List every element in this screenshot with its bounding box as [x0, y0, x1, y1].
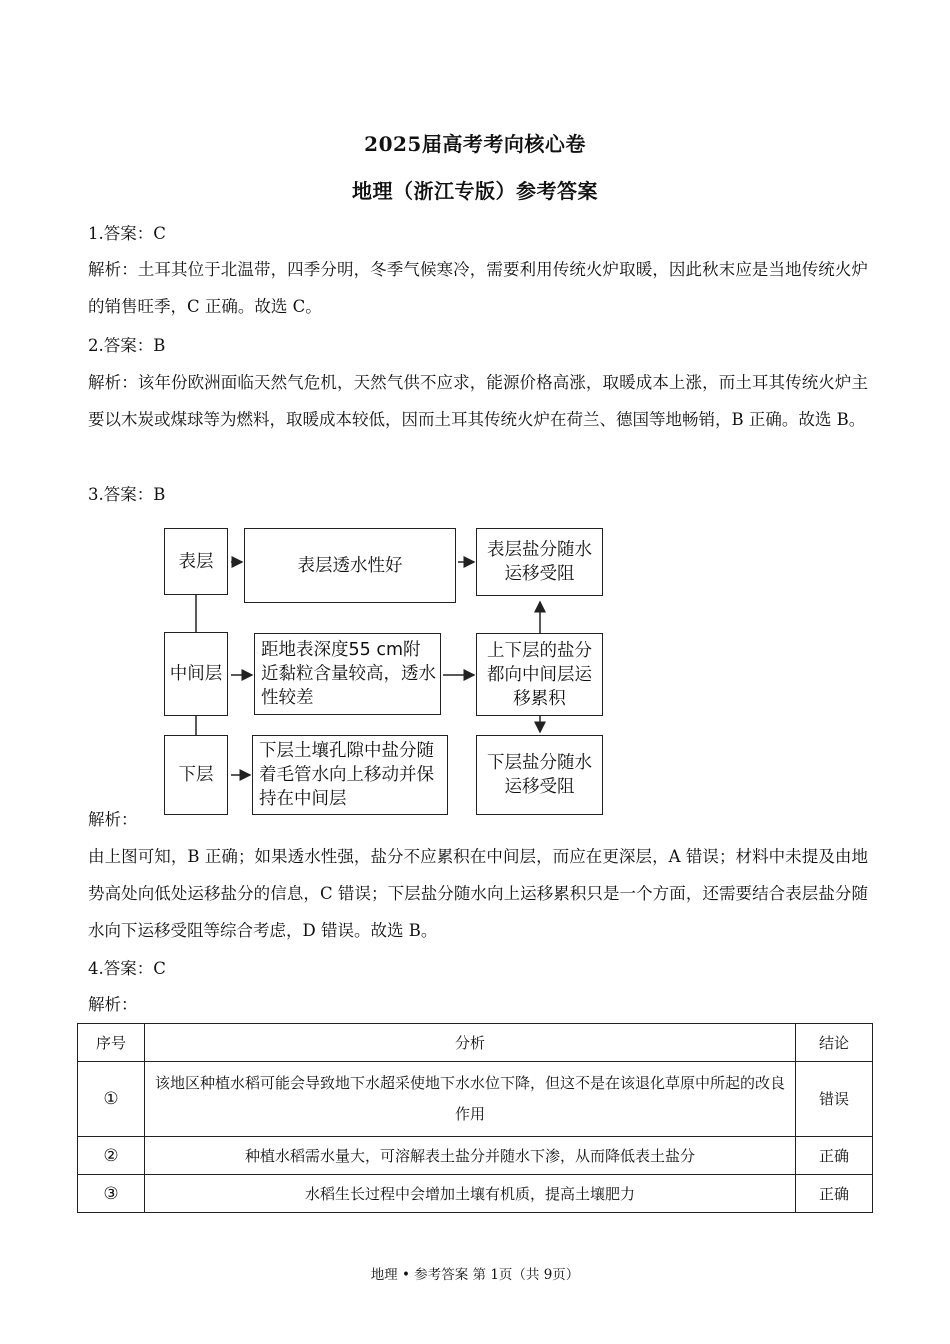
- q2-analysis: 解析：该年份欧洲面临天然气危机，天然气供不应求，能源价格高涨，取暖成本上涨，而土耳其传统火炉主要以木炭或煤球等为燃料，取暖成本较低，因而土耳其传统火炉在荷兰、德国等地畅销，B 正确。故选 B。: [88, 373, 868, 429]
- page-title: 2025届高考考向核心卷: [364, 132, 586, 156]
- q1-analysis: 解析：土耳其位于北温带，四季分明，冬季气候寒冷，需要利用传统火炉取暖，因此秋末应是当地传统火炉的销售旺季，C 正确。故选 C。: [88, 260, 868, 316]
- table-row: [78, 1137, 873, 1175]
- row-conclusion: 错误: [796, 1062, 873, 1137]
- box-lower-desc: 下层土壤孔隙中盐分随着毛管水向上移动并保持在中间层: [252, 735, 448, 815]
- box-middle: 中间层: [164, 632, 228, 716]
- q3-analysis-label: 解析：: [88, 810, 138, 829]
- row-number: ②: [78, 1137, 145, 1175]
- q1-answer: 1.答案：C: [88, 224, 166, 243]
- q3-analysis: 由上图可知，B 正确；如果透水性强，盐分不应累积在中间层，而应在更深层，A 错误；材料中未提及由地势高处向低处运移盐分的信息，C 错误；下层盐分随水向上运移累积只是一个方面，还需要结合表层盐分随水向下运移受阻等综合考虑，D 错误。故选 B。: [88, 847, 868, 940]
- row-conclusion: 正确: [796, 1175, 873, 1213]
- row-analysis: 水稻生长过程中会增加土壤有机质，提高土壤肥力: [145, 1175, 796, 1213]
- box-surface: 表层: [164, 528, 228, 595]
- header-number: 序号: [78, 1024, 145, 1062]
- box-lower: 下层: [164, 735, 228, 815]
- q4-analysis-table: [77, 1023, 873, 1213]
- box-middle-desc: 距地表深度55 cm附近黏粒含量较高，透水性较差: [254, 633, 441, 715]
- header-analysis: 分析: [145, 1024, 796, 1062]
- q4-answer: 4.答案：C: [88, 959, 166, 978]
- box-middle-result: 上下层的盐分都向中间层运移累积: [476, 633, 603, 716]
- table-header-row: [78, 1024, 873, 1062]
- q4-analysis-label: 解析：: [88, 995, 138, 1014]
- page-footer: 地理 • 参考答案 第 1页（共 9页）: [370, 1267, 580, 1283]
- row-analysis: 该地区种植水稻可能会导致地下水超采使地下水水位下降，但这不是在该退化草原中所起的改良作用: [145, 1062, 796, 1137]
- page-subtitle: 地理（浙江专版）参考答案: [352, 179, 598, 203]
- q3-answer: 3.答案：B: [88, 485, 166, 504]
- row-analysis: 种植水稻需水量大，可溶解表土盐分并随水下渗，从而降低表土盐分: [145, 1137, 796, 1175]
- row-number: ①: [78, 1062, 145, 1137]
- header-conclusion: 结论: [796, 1024, 873, 1062]
- box-surface-result: 表层盐分随水运移受阻: [476, 528, 603, 596]
- q2-answer: 2.答案：B: [88, 336, 166, 355]
- box-lower-result: 下层盐分随水运移受阻: [476, 735, 603, 815]
- box-surface-desc: 表层透水性好: [244, 528, 456, 603]
- salt-migration-diagram: [160, 522, 610, 820]
- row-conclusion: 正确: [796, 1137, 873, 1175]
- row-number: ③: [78, 1175, 145, 1213]
- table-row: [78, 1175, 873, 1213]
- table-row: [78, 1062, 873, 1137]
